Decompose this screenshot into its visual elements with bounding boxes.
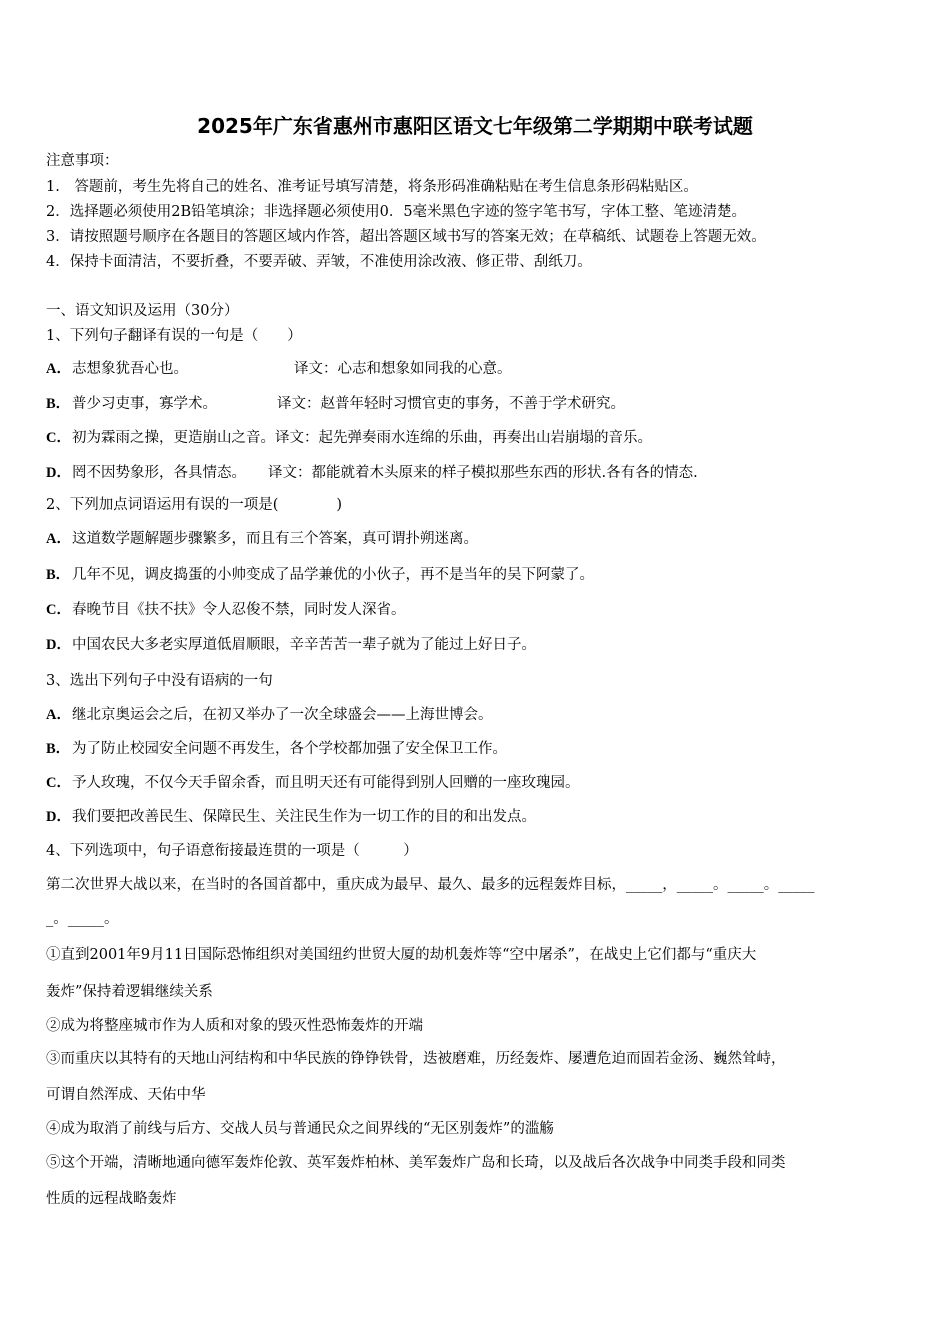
question-2-stem: 2、下列加点词语运用有误的一项是( ) (46, 497, 343, 513)
notice-item: 1. 答题前，考生先将自己的姓名、准考证号填写清楚，将条形码准确粘贴在考生信息条形码粘贴区。 (46, 179, 698, 195)
option-letter: B． (46, 567, 71, 583)
option-letter: D． (46, 809, 71, 825)
exam-title: 2025年广东省惠州市惠阳区语文七年级第二学期期中联考试题 (197, 114, 753, 138)
question-3-option-b (46, 738, 910, 760)
question-4-item-1: ①直到2001年9月11日国际恐怖组织对美国纽约世贸大厦的劫机轰炸等“空中屠杀”，在战史上它们都与“重庆大 (46, 947, 757, 963)
option-translation: 译文：赵普年轻时习惯官吏的事务，不善于学术研究。 (277, 396, 625, 412)
question-3-stem: 3、选出下列句子中没有语病的一句 (46, 673, 273, 689)
option-text: 中国农民大多老实厚道低眉顺眼，辛辛苦苦一辈子就为了能过上好日子。 (72, 637, 536, 653)
question-3-option-a (46, 704, 910, 726)
question-4-item-2: ②成为将整座城市作为人质和对象的毁灭性恐怖轰炸的开端 (46, 1018, 423, 1034)
option-letter: C． (46, 430, 71, 446)
question-2-option-d (46, 634, 910, 656)
question-3-option-c (46, 772, 910, 794)
option-translation: 译文：都能就着木头原来的样子模拟那些东西的形状.各有各的情态. (268, 465, 698, 481)
option-text: 我们要把改善民生、保障民生、关注民生作为一切工作的目的和出发点。 (72, 809, 536, 825)
option-letter: A． (46, 361, 71, 377)
option-text: 几年不见，调皮捣蛋的小帅变成了品学兼优的小伙子，再不是当年的吴下阿蒙了。 (72, 567, 594, 583)
option-text: 这道数学题解题步骤繁多，而且有三个答案，真可谓扑朔迷离。 (72, 531, 478, 547)
option-text: 予人玫瑰，不仅今天手留余香，而且明天还有可能得到别人回赠的一座玫瑰园。 (72, 775, 580, 791)
question-2-option-a (46, 528, 910, 550)
option-letter: B． (46, 396, 71, 412)
question-4-item-5-cont: 性质的远程战略轰炸 (46, 1191, 177, 1207)
question-4-passage: 第二次世界大战以来，在当时的各国首都中，重庆成为最早、最久、最多的远程轰炸目标，_____，_____。_____。_____ (46, 877, 815, 893)
question-4-item-4: ④成为取消了前线与后方、交战人员与普通民众之间界线的“无区别轰炸”的滥觞 (46, 1121, 554, 1137)
question-4-stem: 4、下列选项中，句子语意衔接最连贯的一项是（ ） (46, 843, 418, 859)
notice-item: 4．保持卡面清洁，不要折叠，不要弄破、弄皱，不准使用涂改液、修正带、刮纸刀。 (46, 254, 592, 270)
option-letter: D． (46, 465, 71, 481)
section-heading: 一、语文知识及运用（30分） (46, 303, 239, 319)
question-4-item-3-cont: 可谓自然浑成、天佑中华 (46, 1087, 206, 1103)
question-3-option-d (46, 806, 910, 828)
question-4-passage-cont: _。_____。 (46, 911, 119, 927)
question-4-item-1-cont: 轰炸”保持着逻辑继续关系 (46, 984, 213, 1000)
option-letter: C． (46, 775, 71, 791)
option-text: 为了防止校园安全问题不再发生，各个学校都加强了安全保卫工作。 (72, 741, 507, 757)
question-2-option-c (46, 599, 910, 621)
option-letter: A． (46, 707, 71, 723)
question-1-option-c (46, 427, 910, 449)
option-translation: 译文：心志和想象如同我的心意。 (294, 361, 512, 377)
option-text: 春晚节目《扶不扶》令人忍俊不禁，同时发人深省。 (72, 602, 406, 618)
question-1-stem: 1、下列句子翻译有误的一句是（ ） (46, 328, 302, 344)
question-4-item-3: ③而重庆以其特有的天地山河结构和中华民族的铮铮铁骨，迭被磨难，历经轰炸、屡遭危迫而固若金汤、巍然耸峙， (46, 1051, 786, 1067)
option-text: 罔不因势象形，各具情态。 (72, 465, 246, 481)
option-text: 初为霖雨之操，更造崩山之音。 (72, 430, 275, 446)
question-1-option-a (46, 358, 910, 380)
option-text: 普少习吏事，寡学术。 (72, 396, 217, 412)
option-text: 继北京奥运会之后，在初又举办了一次全球盛会——上海世博会。 (72, 707, 493, 723)
question-4-item-5: ⑤这个开端，清晰地通向德军轰炸伦敦、英军轰炸柏林、美军轰炸广岛和长琦，以及战后各次战争中同类手段和同类 (46, 1155, 786, 1171)
notice-item: 3．请按照题号顺序在各题目的答题区域内作答，超出答题区域书写的答案无效；在草稿纸、试题卷上答题无效。 (46, 229, 766, 245)
question-2-option-b (46, 564, 910, 586)
option-text: 志想象犹吾心也。 (72, 361, 188, 377)
option-letter: B． (46, 741, 71, 757)
option-translation: 译文：起先弹奏雨水连绵的乐曲，再奏出山岩崩塌的音乐。 (275, 430, 652, 446)
option-letter: C． (46, 602, 71, 618)
notice-item: 2．选择题必须使用2B铅笔填涂；非选择题必须使用0．5毫米黑色字迹的签字笔书写，字体工整、笔迹清楚。 (46, 204, 747, 220)
option-letter: D． (46, 637, 71, 653)
question-1-option-d (46, 462, 910, 484)
notice-heading: 注意事项： (46, 153, 119, 169)
option-letter: A． (46, 531, 71, 547)
question-1-option-b (46, 393, 910, 415)
